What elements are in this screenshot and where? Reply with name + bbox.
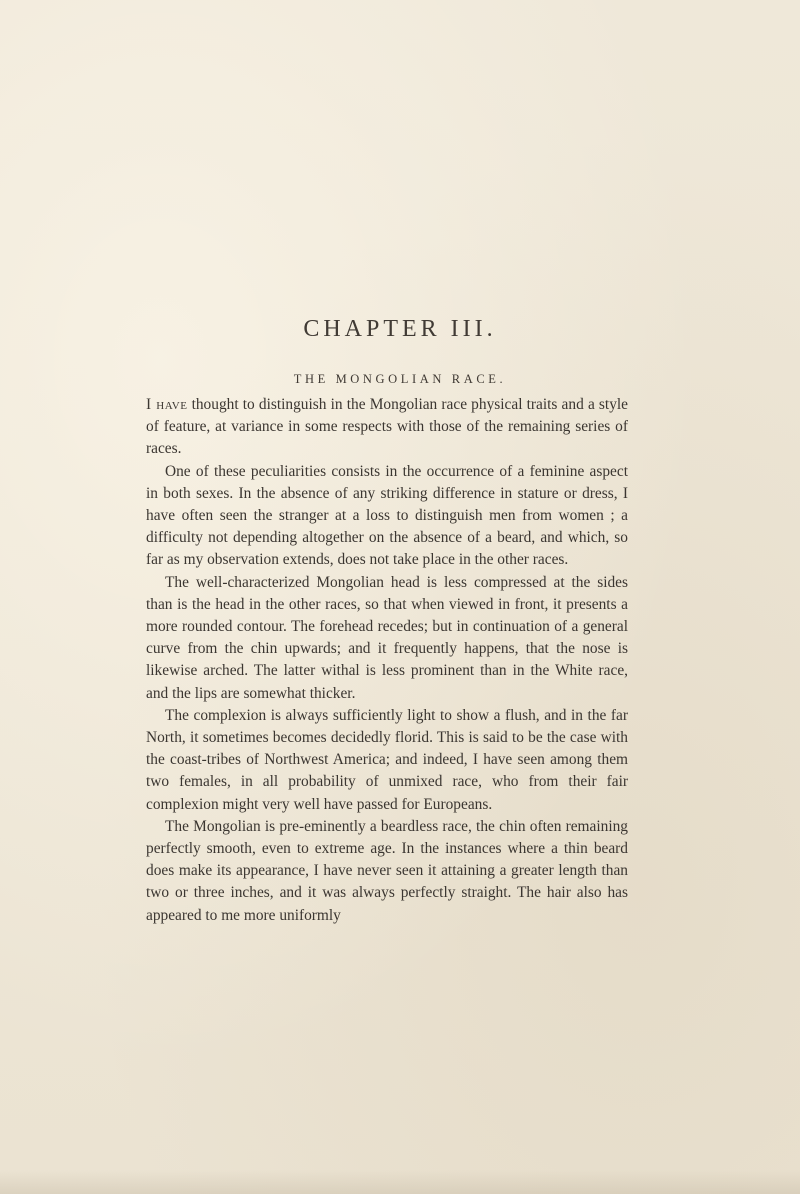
paragraph-1 <box>146 394 628 461</box>
chapter-subtitle: THE MONGOLIAN RACE. <box>293 372 507 386</box>
paragraph-2: One of these peculiarities consists in the occurrence of a feminine aspect in both sexes. In the absence of any striking difference in stature or dress, I have often seen the stranger at a loss to distinguish men from women ; a difficulty not depending altogether on the absence of a beard, and which, so far as my observation extends, does not take place in the other races. <box>146 462 628 569</box>
paragraph-1-text: thought to distinguish in the Mongolian race physical traits and a style of feature, at variance in some respects with those of the remaining series of races. <box>146 396 628 458</box>
paragraph-5: The Mongolian is pre-eminently a beardless race, the chin often remaining perfectly smooth, even to extreme age. In the instances where a thin beard does make its appearance, I have never seen it attaining a greater length than two or three inches, and it was always perfectly straight. The hair also has appeared to me more uniformly <box>146 817 628 924</box>
paragraph-4: The complexion is always sufficiently light to show a flush, and in the far North, it sometimes becomes decidedly florid. This is said to be the case with the coast-tribes of Northwest America; and indeed, I have seen among them two females, in all probability of unmixed race, who from their fair complexion might very well have passed for Europeans. <box>146 706 628 813</box>
paragraph-1-lead: I have <box>146 396 188 413</box>
body-text <box>146 394 628 927</box>
chapter-title: CHAPTER III. <box>303 316 497 342</box>
paragraph-3: The well-characterized Mongolian head is less compressed at the sides than is the head in the other races, so that when viewed in front, it presents a more rounded contour. The forehead recedes; but in continuation of a general curve from the chin upwards; and it frequently happens, that the nose is likewise arched. The latter withal is less prominent than in the White race, and the lips are somewhat thicker. <box>146 573 628 702</box>
page-bottom-edge <box>0 1170 800 1194</box>
